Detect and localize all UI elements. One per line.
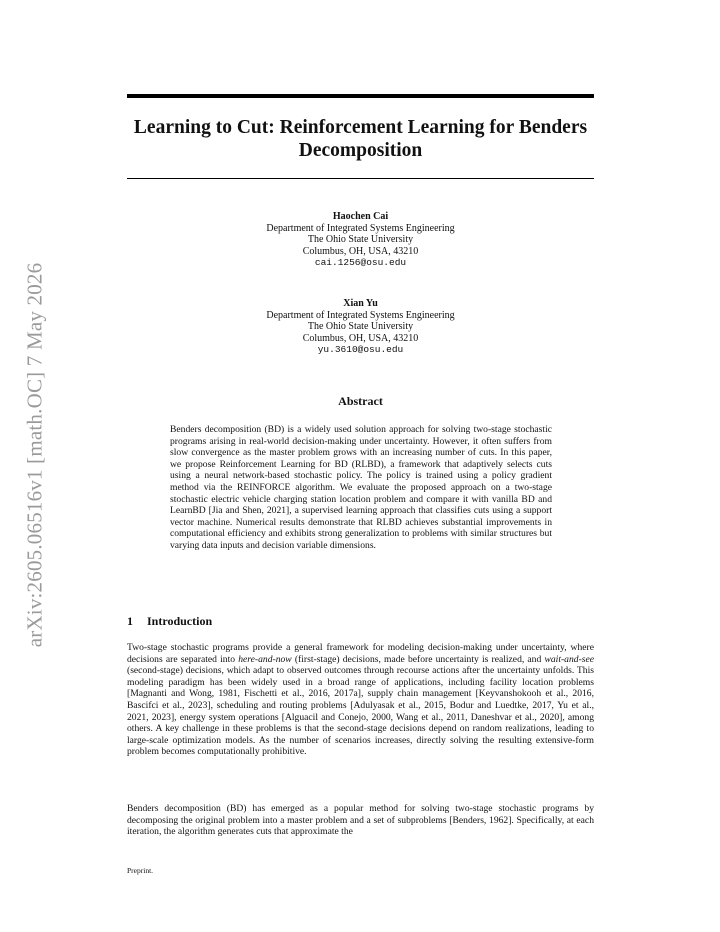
section-title: Introduction — [147, 614, 213, 628]
title-rule-top — [127, 94, 594, 98]
intro-paragraph-1 — [127, 642, 594, 758]
abstract-text: Benders decomposition (BD) is a widely used solution approach for solving two-stage stochastic programs arising in real-world decision-making under uncertainty. However, it often suffers from slow convergence as the master problem grows with an increasing number of cuts. In this paper, we propose Reinforcement Learning for BD (RLBD), a framework that adaptively selects cuts using a neural network-based stochastic policy. The policy is trained using a policy gradient method via the REINFORCE algorithm. We evaluate the proposed approach on a two-stage stochastic electric vehicle charging station location problem and compare it with vanilla BD and LearnBD [Jia and Shen, 2021], a supervised learning approach that classifies cuts using a support vector machine. Numerical results demonstrate that RLBD achieves substantial improvements in computational efficiency and exhibits strong generalization to problems with similar structures but varying data inputs and decision variable dimensions. — [170, 424, 552, 551]
author-name: Xian Yu — [343, 298, 378, 309]
title-line-2: Decomposition — [298, 140, 423, 161]
arxiv-sidebar — [22, 245, 48, 665]
author-university: The Ohio State University — [307, 321, 414, 332]
arxiv-identifier: arXiv:2605.06516v1 [math.OC] 7 May 2026 — [22, 262, 47, 648]
author-email[interactable]: cai.1256@osu.edu — [314, 257, 407, 268]
paragraph-text: Two-stage stochastic programs provide a general framework for modeling decision-making under uncertainty, where decisions are separated into — [127, 642, 594, 665]
author-university: The Ohio State University — [307, 234, 414, 245]
author-block-1 — [127, 211, 594, 269]
section-number: 1 — [127, 614, 133, 628]
paragraph-text: (second-stage) decisions, which adapt to observed outcomes through recourse actions after the uncertainty unfolds. This modeling paradigm has been widely used in a broad range of applications, including facility location problems [Magnanti and Wong, 1981, Fischetti et al., 2016, 2017a], supply chain management [Keyvanshokooh et al., 2016, Bascifci et al., 2023], scheduling and routing problems [Adulyasak et al., 2015, Bodur and Luedtke, 2017, Yu et al., 2021, 2023], energy system operations [Alguacil and Conejo, 2000, Wang et al., 2011, Daneshvar et al., 2020], among others. A key challenge in these problems is that the second-stage decisions depend on random realizations, leading to large-scale optimization models. As the number of scenarios increases, directly solving the resulting extensive-form problem becomes computationally prohibitive. — [127, 665, 594, 758]
section-heading-introduction — [127, 614, 212, 629]
author-name: Haochen Cai — [332, 211, 389, 222]
footer-preprint: Preprint. — [127, 866, 154, 875]
abstract-heading: Abstract — [338, 394, 383, 408]
paragraph-text: (first-stage) decisions, made before uncertainty is realized, and — [291, 653, 545, 665]
author-email[interactable]: yu.3610@osu.edu — [317, 344, 404, 355]
author-department: Department of Integrated Systems Engineering — [266, 309, 455, 321]
emphasis-wait-and-see: wait-and-see — [544, 653, 595, 665]
author-location: Columbus, OH, USA, 43210 — [302, 245, 419, 257]
emphasis-here-and-now: here-and-now — [238, 653, 292, 665]
intro-paragraph-2: Benders decomposition (BD) has emerged as a popular method for solving two-stage stochastic programs by decomposing the original problem into a master problem and a set of subproblems [Benders, 1962]. Specifically, at each iteration, the algorithm generates cuts that approximate the — [127, 803, 594, 838]
author-block-2 — [127, 298, 594, 356]
author-location: Columbus, OH, USA, 43210 — [302, 332, 419, 344]
title-rule-bottom — [127, 178, 594, 179]
title-line-1: Learning to Cut: Reinforcement Learning for Benders — [133, 117, 588, 138]
author-department: Department of Integrated Systems Engineering — [266, 222, 455, 234]
paper-title — [127, 116, 594, 162]
